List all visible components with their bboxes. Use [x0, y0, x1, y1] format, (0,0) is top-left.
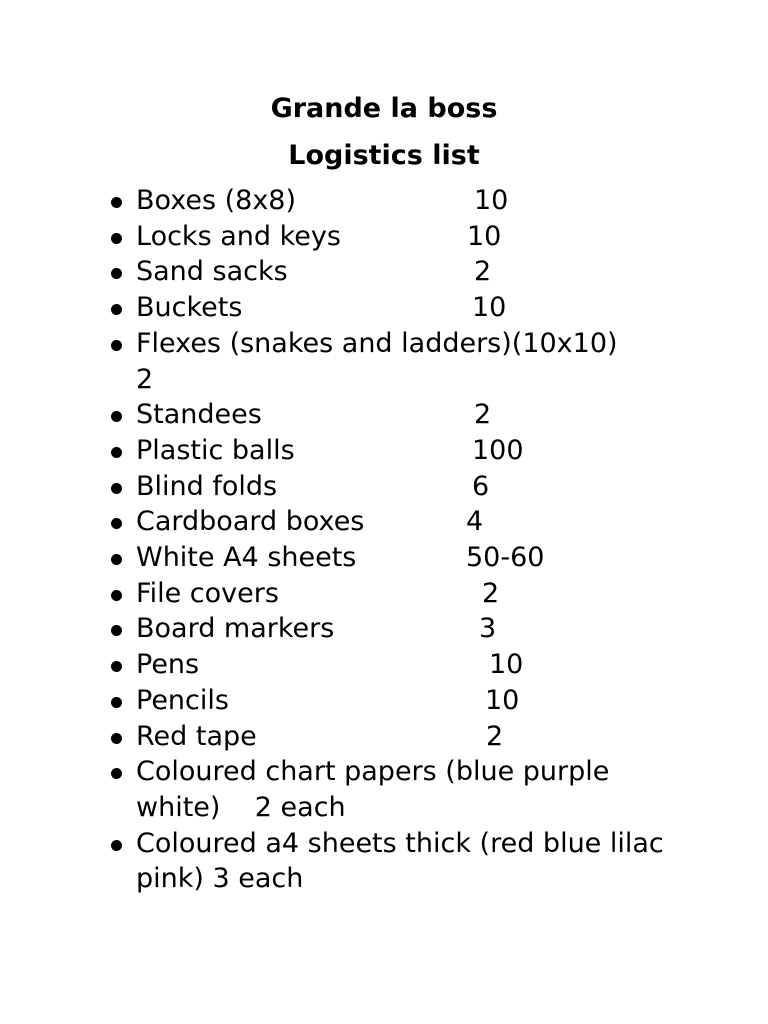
bullet-icon — [111, 554, 122, 565]
item-name: Pens — [136, 649, 200, 681]
bullet-icon — [111, 233, 122, 244]
bullet-icon — [111, 483, 122, 494]
item-qty: 2 — [486, 720, 504, 752]
list-item — [0, 326, 681, 397]
list-item — [0, 183, 696, 219]
item-qty: 4 — [466, 506, 484, 538]
list-item — [0, 540, 696, 576]
list-item — [0, 683, 696, 719]
list-item — [0, 611, 696, 647]
item-name: File covers — [136, 577, 279, 609]
bullet-icon — [111, 625, 122, 636]
item-qty: 10 — [489, 649, 524, 681]
bullet-icon — [111, 697, 122, 708]
item-name: Pencils — [136, 684, 229, 716]
item-qty: 10 — [485, 684, 520, 716]
list-item — [0, 290, 696, 326]
item-qty: 10 — [467, 220, 502, 252]
item-qty: 3 — [479, 613, 497, 645]
item-qty: 2 — [136, 363, 154, 395]
item-name: Cardboard boxes — [136, 506, 365, 538]
item-qty: 10 — [474, 185, 509, 216]
item-qty: 2 — [474, 256, 492, 288]
item-name: Sand sacks — [136, 256, 288, 288]
bullet-icon — [111, 733, 122, 744]
item-name: Flexes (snakes and ladders)(10x10) — [136, 327, 618, 359]
bullet-icon — [111, 840, 122, 851]
bullet-icon — [111, 447, 122, 458]
item-name: Locks and keys — [136, 220, 341, 252]
bullet-icon — [111, 768, 122, 779]
item-name: Board markers — [136, 613, 335, 645]
list-item — [0, 219, 696, 255]
bullet-icon — [111, 661, 122, 672]
item-qty: 6 — [472, 470, 490, 502]
bullet-icon — [111, 518, 122, 529]
list-item — [0, 469, 696, 505]
item-qty: 50-60 — [466, 542, 545, 574]
item-name: Plastic balls — [136, 434, 295, 466]
bullet-icon — [111, 268, 122, 279]
item-qty: 100 — [472, 434, 524, 466]
logistics-list — [0, 183, 768, 897]
item-name: Coloured a4 sheets thick (red blue lilac pink) — [136, 827, 664, 895]
list-item — [0, 576, 696, 612]
item-name: Boxes (8x8) — [136, 185, 297, 216]
bullet-icon — [111, 340, 122, 351]
item-qty: 2 — [474, 399, 492, 431]
list-item — [0, 397, 696, 433]
item-name: White A4 sheets — [136, 542, 357, 574]
document-title: Grande la boss — [270, 93, 498, 124]
bullet-icon — [111, 304, 122, 315]
list-item — [0, 826, 681, 897]
list-item — [0, 754, 681, 825]
list-item — [0, 504, 696, 540]
item-qty: 2 each — [254, 791, 346, 823]
item-name: Blind folds — [136, 470, 278, 502]
item-name: Buckets — [136, 292, 243, 324]
item-qty: 2 — [482, 577, 500, 609]
item-name: Coloured chart papers (blue purple white) — [136, 756, 610, 823]
item-qty: 3 each — [212, 863, 304, 895]
list-item — [0, 719, 696, 755]
bullet-icon — [111, 197, 122, 208]
list-item — [0, 433, 696, 469]
bullet-icon — [111, 590, 122, 601]
item-name: Standees — [136, 399, 262, 431]
item-qty: 10 — [472, 292, 507, 324]
document-subtitle: Logistics list — [288, 140, 480, 171]
list-item — [0, 647, 696, 683]
item-name: Red tape — [136, 720, 257, 752]
list-item — [0, 254, 696, 290]
bullet-icon — [111, 411, 122, 422]
